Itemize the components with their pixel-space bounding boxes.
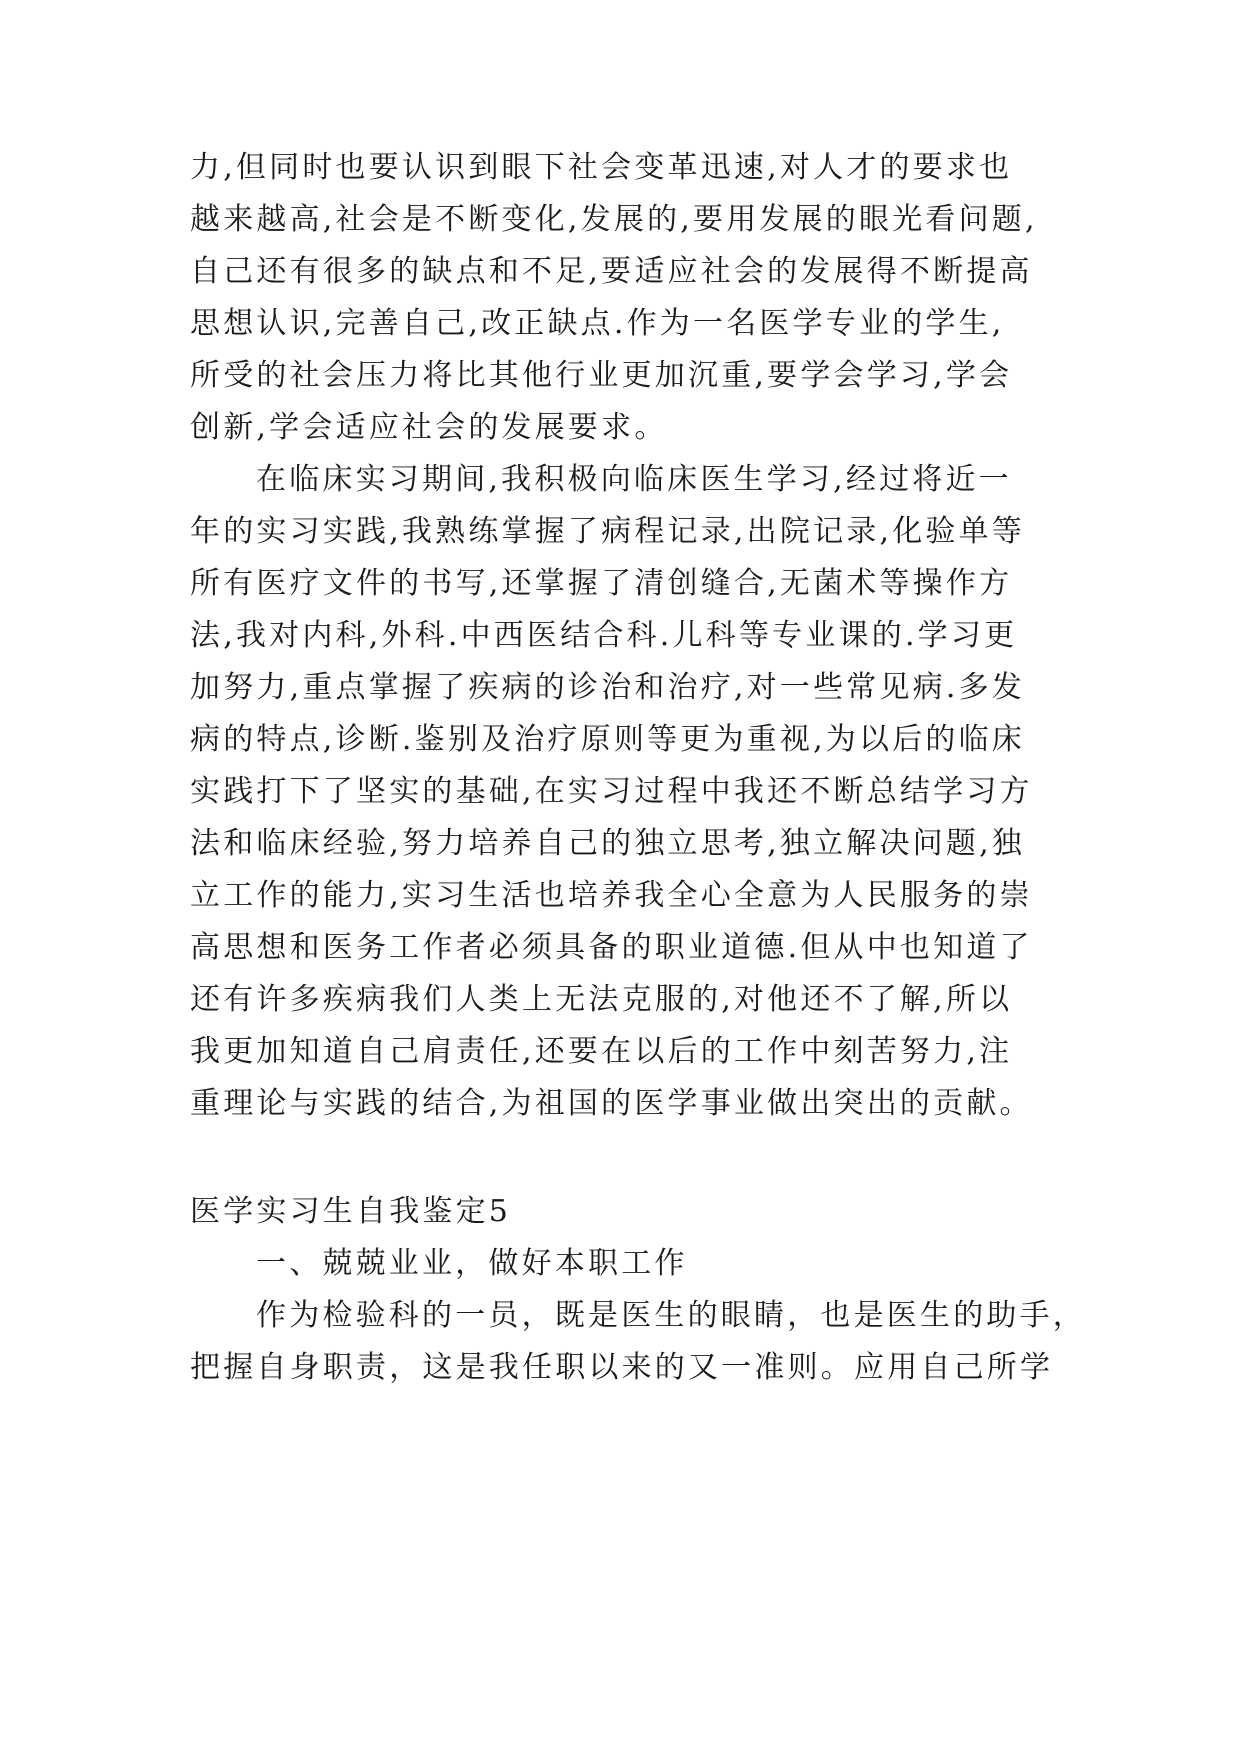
text-line: 把握自身职责，这是我任职以来的又一准则。应用自己所学	[190, 1350, 1054, 1385]
text-line: 在临床实习期间,我积极向临床医生学习,经过将近一	[256, 462, 1012, 497]
text-line: 还有许多疾病我们人类上无法克服的,对他还不了解,所以	[190, 982, 1013, 1017]
text-line: 重理论与实践的结合,为祖国的医学事业做出突出的贡献。	[190, 1086, 1033, 1121]
text-line: 病的特点,诊断.鉴别及治疗原则等更为重视,为以后的临床	[190, 722, 1026, 757]
text-line: 加努力,重点掌握了疾病的诊治和治疗,对一些常见病.多发	[190, 670, 1026, 705]
text-line: 我更加知道自己肩责任,还要在以后的工作中刻苦努力,注	[190, 1034, 1013, 1069]
text-line: 所有医疗文件的书写,还掌握了清创缝合,无菌术等操作方	[190, 566, 1013, 601]
text-line: 越来越高,社会是不断变化,发展的,要用发展的眼光看问题,	[190, 202, 1038, 237]
text-line: 思想认识,完善自己,改正缺点.作为一名医学专业的学生,	[190, 306, 1005, 341]
text-line: 年的实习实践,我熟练掌握了病程记录,出院记录,化验单等	[190, 514, 1026, 549]
text-line: 法和临床经验,努力培养自己的独立思考,独立解决问题,独	[190, 826, 1026, 861]
text-line: 所受的社会压力将比其他行业更加沉重,要学会学习,学会	[190, 358, 1013, 393]
text-line: 创新,学会适应社会的发展要求。	[190, 410, 668, 445]
text-line: 实践打下了坚实的基础,在实习过程中我还不断总结学习方	[190, 774, 1033, 809]
text-line: 高思想和医务工作者必须具备的职业道德.但从中也知道了	[190, 930, 1033, 965]
text-line: 自己还有很多的缺点和不足,要适应社会的发展得不断提高	[190, 254, 1033, 289]
subheading: 一、兢兢业业，做好本职工作	[256, 1246, 688, 1281]
text-line: 法,我对内科,外科.中西医结合科.儿科等专业课的.学习更	[190, 618, 1018, 653]
text-line: 作为检验科的一员，既是医生的眼睛，也是医生的助手，	[256, 1298, 1086, 1333]
text-line: 立工作的能力,实习生活也培养我全心全意为人民服务的崇	[190, 878, 1033, 913]
text-line: 力,但同时也要认识到眼下社会变革迅速,对人才的要求也	[190, 150, 1013, 185]
section-title: 医学实习生自我鉴定5	[190, 1194, 512, 1229]
